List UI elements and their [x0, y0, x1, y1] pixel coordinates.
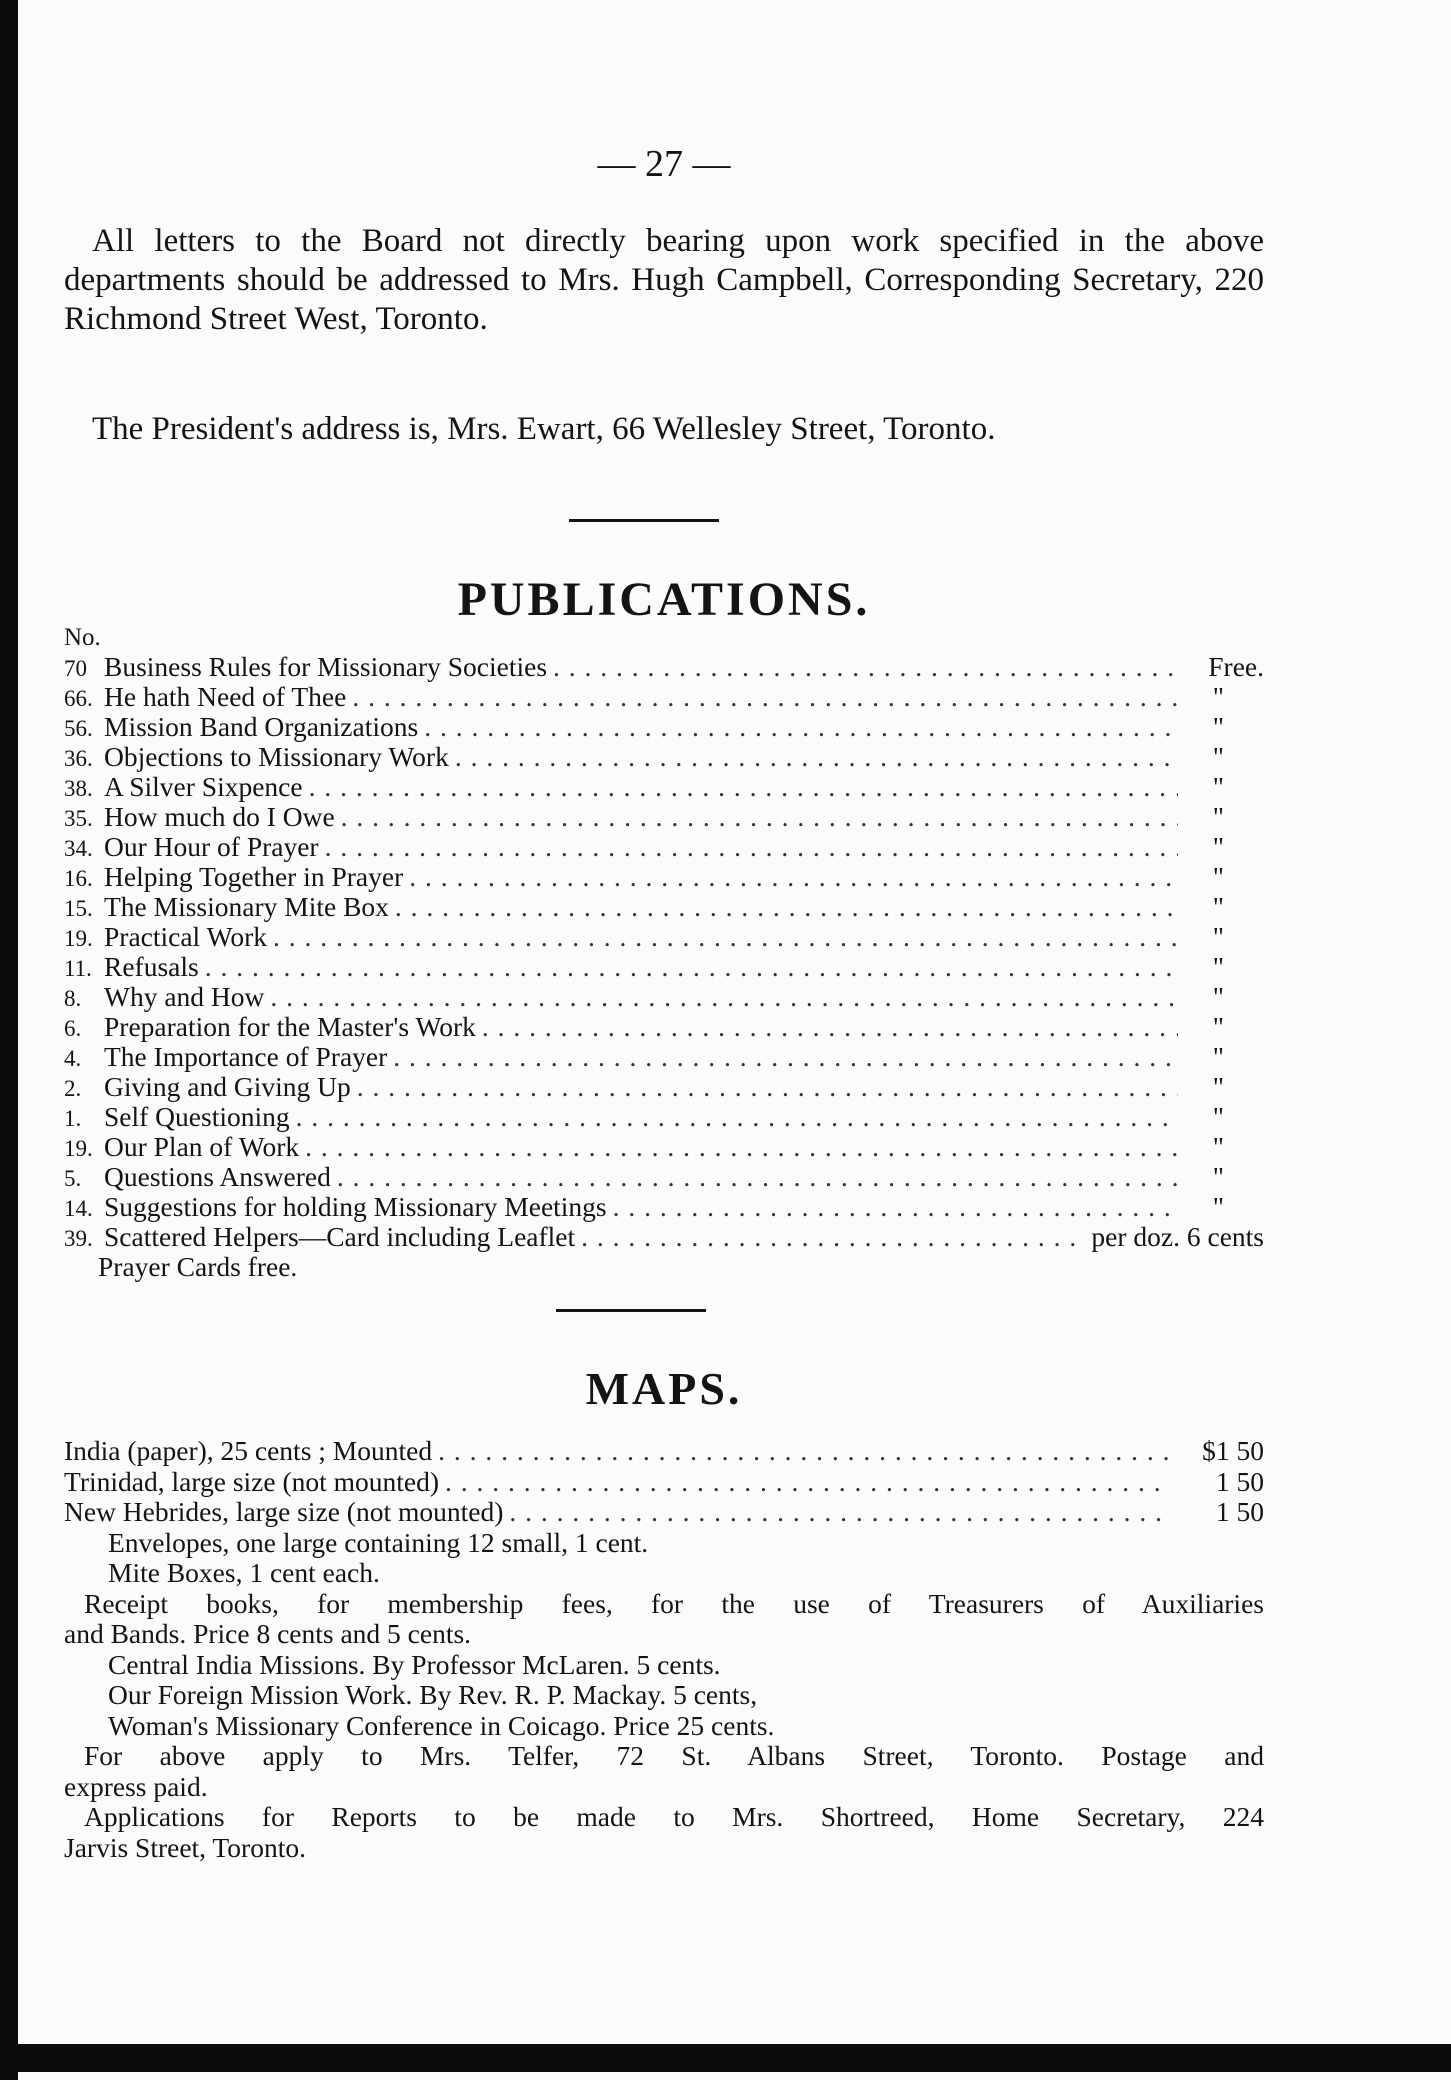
item-title: India (paper), 25 cents ; Mounted — [64, 1435, 433, 1466]
text-line: Jarvis Street, Toronto. — [64, 1831, 306, 1863]
item-title: Practical Work — [104, 921, 267, 952]
maps-heading: MAPS. — [585, 1363, 743, 1414]
item-title: Preparation for the Master's Work — [104, 1011, 476, 1042]
item-number: 1. — [64, 1106, 82, 1131]
list-item — [64, 712, 1264, 742]
dot-leader — [305, 1132, 1178, 1162]
list-item — [64, 772, 1264, 802]
item-price: " — [1212, 771, 1224, 802]
dot-leader — [337, 1162, 1178, 1192]
item-number: 35. — [64, 806, 93, 831]
item-number: 70 — [64, 656, 87, 681]
list-item — [64, 862, 1264, 892]
item-price: " — [1212, 831, 1224, 862]
item-price: " — [1212, 1131, 1224, 1162]
list-item — [64, 1162, 1264, 1192]
item-number: 19. — [64, 926, 93, 951]
item-number: 39. — [64, 1226, 93, 1251]
item-title: Helping Together in Prayer — [104, 861, 404, 892]
dot-leader — [455, 742, 1178, 772]
text-line: Mite Boxes, 1 cent each. — [108, 1557, 380, 1588]
item-number: 38. — [64, 776, 93, 801]
item-title: Mission Band Organizations — [104, 711, 419, 742]
list-item — [64, 1192, 1264, 1222]
item-number: 11. — [64, 956, 92, 981]
item-price: Free. — [1208, 651, 1264, 682]
item-price: " — [1212, 681, 1224, 712]
item-title: New Hebrides, large size (not mounted) — [64, 1496, 504, 1527]
item-price: " — [1212, 981, 1224, 1012]
item-price: " — [1212, 1101, 1224, 1132]
list-item — [64, 892, 1264, 922]
item-title: Objections to Missionary Work — [104, 741, 449, 772]
list-item — [64, 652, 1264, 682]
dot-leader — [270, 982, 1178, 1012]
text-line: and Bands. Price 8 cents and 5 cents. — [64, 1618, 472, 1649]
dot-leader — [613, 1192, 1178, 1222]
list-item — [64, 1042, 1264, 1072]
item-price: " — [1212, 1041, 1224, 1072]
item-price: per doz. 6 cents — [1091, 1221, 1264, 1252]
item-price: " — [1212, 951, 1224, 982]
item-number: 66. — [64, 686, 93, 711]
item-price: " — [1212, 891, 1224, 922]
list-item — [64, 1436, 1264, 1467]
scan-bottom-bar — [0, 2044, 1451, 2072]
item-number: 56. — [64, 716, 93, 741]
list-item — [64, 922, 1264, 952]
dot-leader — [325, 832, 1178, 862]
text-line: Woman's Missionary Conference in Coicago. Price 25 cents. — [108, 1709, 775, 1741]
item-price: 1 50 — [1215, 1465, 1264, 1497]
item-number: 19. — [64, 1136, 93, 1161]
dot-leader — [309, 772, 1178, 802]
list-item — [64, 982, 1264, 1012]
president-address-paragraph: The President's address is, Mrs. Ewart, 66 Wellesley Street, Toronto. — [92, 411, 996, 447]
item-number: 15. — [64, 896, 93, 921]
dot-leader — [341, 802, 1178, 832]
dot-leader — [581, 1222, 1085, 1252]
item-title: The Importance of Prayer — [104, 1041, 388, 1072]
dot-leader — [205, 952, 1178, 982]
dot-leader — [395, 892, 1178, 922]
section-divider — [556, 1309, 706, 1312]
list-item — [64, 1102, 1264, 1132]
item-title: Scattered Helpers—Card including Leaflet — [104, 1221, 576, 1252]
list-item — [64, 1497, 1264, 1528]
dot-leader — [352, 682, 1178, 712]
item-title: Refusals — [104, 951, 199, 982]
item-title: Business Rules for Missionary Societies — [104, 651, 548, 682]
list-item — [64, 832, 1264, 862]
item-price: " — [1212, 921, 1224, 952]
item-title: Questions Answered — [104, 1161, 331, 1192]
dot-leader — [296, 1102, 1178, 1132]
item-title: Trinidad, large size (not mounted) — [64, 1465, 440, 1497]
item-number: 36. — [64, 746, 93, 771]
text-line: express paid. — [64, 1770, 208, 1802]
list-item — [64, 682, 1264, 712]
section-divider — [569, 519, 719, 522]
item-number: 8. — [64, 986, 82, 1011]
list-item — [64, 1072, 1264, 1102]
item-title: He hath Need of Thee — [104, 681, 347, 712]
text-line: Applications for Reports to be made to Mrs. Shortreed, Home Secretary, 224 — [84, 1801, 1264, 1832]
item-title: Self Questioning — [104, 1101, 290, 1132]
item-number: 14. — [64, 1196, 93, 1221]
letters-paragraph: All letters to the Board not directly bearing upon work specified in the above departments should be addressed to Mrs. Hugh Campbell, Corresponding Secretary, 220 Richmond Street West, Toronto. — [64, 223, 1264, 337]
list-item — [64, 802, 1264, 832]
item-title: Our Hour of Prayer — [104, 831, 319, 862]
list-item — [64, 952, 1264, 982]
item-title: The Missionary Mite Box — [104, 891, 389, 922]
page-number: — 27 — — [597, 143, 731, 185]
item-number: 4. — [64, 1046, 82, 1071]
list-item — [64, 1132, 1264, 1162]
dot-leader — [357, 1072, 1178, 1102]
item-price: " — [1212, 1011, 1224, 1042]
item-price: " — [1212, 861, 1224, 892]
item-number: 34. — [64, 836, 93, 861]
text-line: Central India Missions. By Professor McLaren. 5 cents. — [108, 1648, 721, 1680]
item-title: Giving and Giving Up — [104, 1071, 351, 1102]
item-number: 6. — [64, 1016, 82, 1041]
item-price: " — [1212, 1191, 1224, 1222]
item-number: 5. — [64, 1166, 82, 1191]
dot-leader — [553, 652, 1178, 682]
item-price: " — [1212, 711, 1224, 742]
text-line: Receipt books, for membership fees, for the use of Treasurers of Auxiliaries — [84, 1587, 1264, 1619]
publications-list — [64, 652, 1264, 1282]
dot-leader — [482, 1012, 1178, 1042]
list-item — [64, 1222, 1264, 1252]
item-price: " — [1212, 1161, 1224, 1192]
item-price: $1 50 — [1202, 1435, 1264, 1466]
text-line: For above apply to Mrs. Telfer, 72 St. Albans Street, Toronto. Postage and — [84, 1740, 1264, 1771]
maps-list — [64, 1436, 1264, 1863]
item-number: 16. — [64, 866, 93, 891]
dot-leader — [393, 1042, 1178, 1072]
item-title: A Silver Sixpence — [104, 771, 303, 802]
item-title: Our Plan of Work — [104, 1131, 300, 1162]
list-item — [64, 1467, 1264, 1498]
text-line: Envelopes, one large containing 12 small, 1 cent. — [108, 1526, 649, 1558]
prayer-cards-note: Prayer Cards free. — [98, 1251, 298, 1282]
item-number: 2. — [64, 1076, 82, 1101]
item-price: " — [1212, 741, 1224, 772]
item-price: " — [1212, 1071, 1224, 1102]
item-price: 1 50 — [1215, 1496, 1264, 1527]
item-price: " — [1212, 801, 1224, 832]
scan-edge-bar — [0, 0, 18, 2080]
dot-leader — [409, 862, 1178, 892]
item-title: Suggestions for holding Missionary Meetings — [104, 1191, 607, 1222]
item-title: How much do I Owe — [104, 801, 335, 832]
dot-leader — [273, 922, 1178, 952]
publications-heading: PUBLICATIONS. — [457, 573, 871, 626]
list-item — [64, 1012, 1264, 1042]
dot-leader — [424, 712, 1178, 742]
dot-leader — [438, 1436, 1168, 1467]
number-column-label: No. — [64, 624, 101, 651]
item-title: Why and How — [104, 981, 265, 1012]
text-line: Our Foreign Mission Work. By Rev. R. P. Mackay. 5 cents, — [108, 1679, 758, 1710]
list-item — [64, 742, 1264, 772]
dot-leader — [509, 1497, 1168, 1528]
dot-leader — [445, 1467, 1168, 1498]
